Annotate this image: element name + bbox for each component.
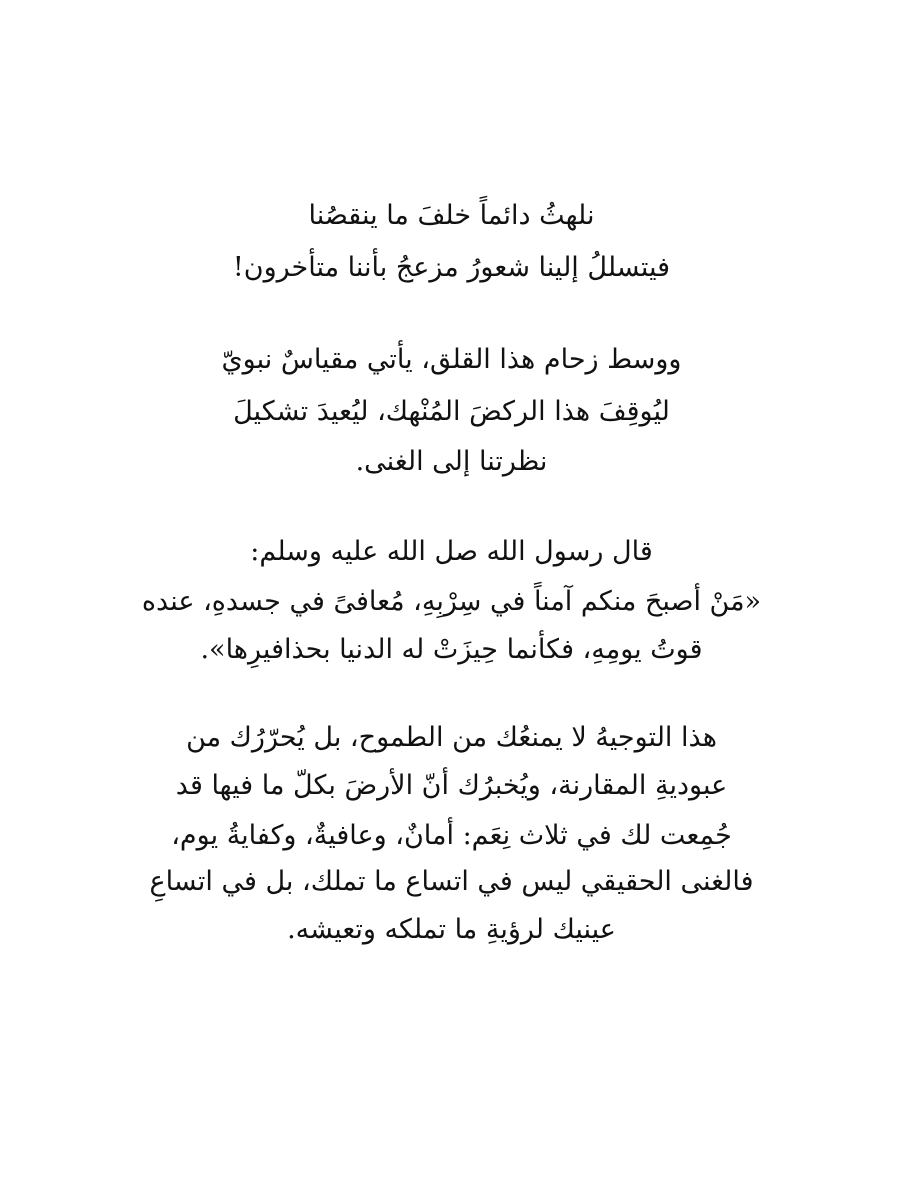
text-line: «مَنْ أصبحَ منكم آمناً في سِرْبِهِ، مُعافىً في جسدهِ، عنده [141,586,762,617]
text-line: فالغنى الحقيقي ليس في اتساع ما تملك، بل في اتساعِ [149,866,754,897]
text-line: ووسط زحام هذا القلق، يأتي مقياسٌ نبويّ [221,344,682,375]
text-line: نلهثُ دائماً خلفَ ما ينقصُنا [308,200,595,231]
text-line: ليُوقِفَ هذا الركضَ المُنْهك، ليُعيدَ تشكيلَ [233,396,670,427]
text-line: عينيك لرؤيةِ ما تملكه وتعيشه. [287,914,616,945]
text-line: قال رسول الله صل الله عليه وسلم: [250,536,653,567]
text-line: جُمِعت لك في ثلاث نِعَم: أمانٌ، وعافيةٌ، وكفايةُ يوم، [171,820,732,851]
text-line: فيتسللُ إلينا شعورُ مزعجُ بأننا متأخرون! [232,252,671,283]
text-line: هذا التوجيهُ لا يمنعُك من الطموح، بل يُحرّرُك من [186,722,717,753]
text-line: نظرتنا إلى الغنى. [355,446,548,477]
text-line: قوتُ يومِهِ، فكأنما حِيزَتْ له الدنيا بحذافيرِها». [200,634,703,665]
text-line: عبوديةِ المقارنة، ويُخبرُك أنّ الأرضَ بكلّ ما فيها قد [175,770,728,801]
